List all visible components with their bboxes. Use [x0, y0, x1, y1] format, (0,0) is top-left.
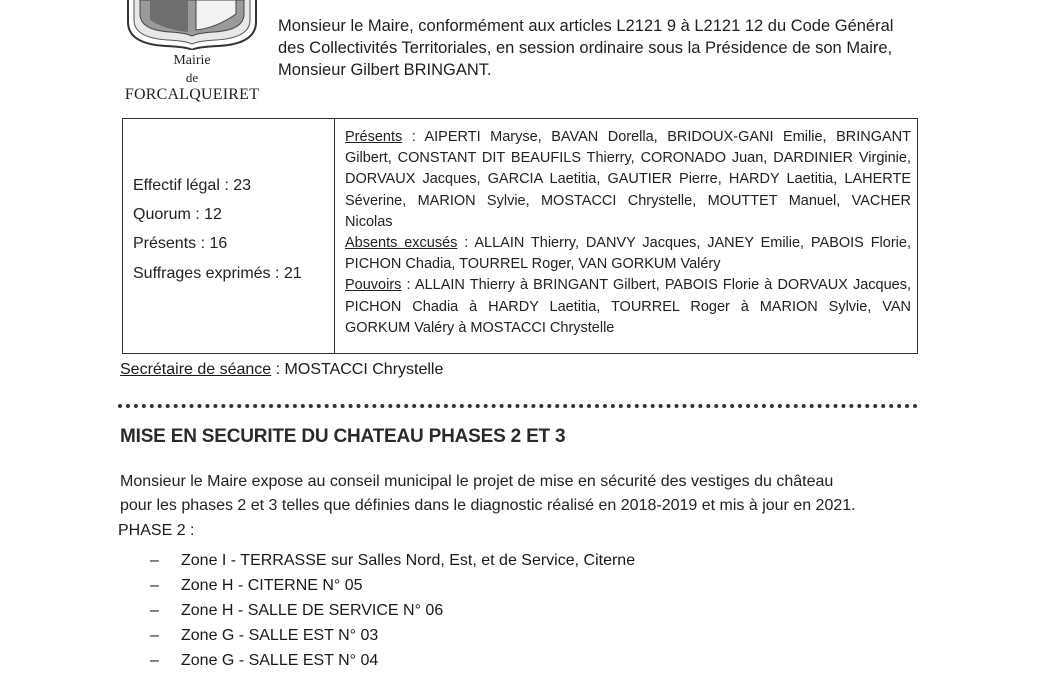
- section-paragraph: [120, 470, 920, 518]
- presents-list: : AIPERTI Maryse, BAVAN Dorella, BRIDOUX-GANI Emilie, BRINGANT Gilbert, CONSTANT DIT BEAUFILS Thierry, CORONADO Juan, DARDINIER Virginie, DORVAUX Jacques, GARCIA Laetitia, GAUTIER Pierre, HARDY Laetitia, LAHERTE Séverine, MARION Sylvie, MOSTACCI Chrystelle, MOUTTET Manuel, VACHER Nicolas: [345, 129, 911, 230]
- list-item: [150, 548, 710, 573]
- logo-line-town: FORCALQUEIRET: [124, 86, 260, 103]
- intro-line: Monsieur le Maire, conformément aux articles L2121 9 à L2121 12 du Code Général: [278, 17, 894, 35]
- list-item: [150, 598, 710, 623]
- secretaire-value: : MOSTACCI Chrystelle: [271, 361, 444, 378]
- logo-line-de: de: [185, 70, 199, 85]
- attendance-table: [122, 118, 918, 354]
- intro-line: Monsieur Gilbert BRINGANT.: [278, 61, 492, 79]
- zone-text: Zone H - CITERNE N° 05: [181, 577, 363, 594]
- list-item: [150, 573, 710, 598]
- presents-entry: [345, 127, 911, 233]
- paragraph-line: Monsieur le Maire expose au conseil municipal le projet de mise en sécurité des vestiges du château: [120, 473, 834, 490]
- secretaire-label: Secrétaire de séance: [120, 361, 272, 378]
- pouvoirs-list: : ALLAIN Thierry à BRINGANT Gilbert, PABOIS Florie à DORVAUX Jacques, PICHON Chadia à HARDY Laetitia, TOURREL Roger à MARION Sylvie, VAN GORKUM Valéry à MOSTACCI Chrystelle: [345, 277, 911, 336]
- mairie-logo: [124, 0, 260, 105]
- stat-effectif: Effectif légal : 23: [133, 177, 251, 194]
- stat-quorum: Quorum : 12: [133, 206, 222, 223]
- secretaire-line: [120, 361, 443, 379]
- list-item: [150, 648, 710, 673]
- pouvoirs-entry: [345, 275, 911, 339]
- stats-column: [123, 119, 335, 353]
- logo-line-mairie: Mairie: [173, 53, 211, 68]
- presents-label: Présents: [345, 129, 403, 145]
- stat-presents: Présents : 16: [133, 235, 228, 252]
- bullet-dash: –: [150, 652, 159, 669]
- bullet-dash: –: [150, 577, 159, 594]
- dotted-divider: [118, 404, 918, 408]
- absents-label: Absents excusés: [345, 235, 458, 252]
- town-crest-icon: [126, 0, 258, 50]
- list-item: [150, 623, 710, 648]
- pouvoirs-label: Pouvoirs: [345, 277, 402, 294]
- phase-label: PHASE 2 :: [118, 522, 195, 539]
- bullet-dash: –: [150, 552, 159, 569]
- zone-text: Zone H - SALLE DE SERVICE N° 06: [181, 602, 444, 619]
- bullet-dash: –: [150, 602, 159, 619]
- attendance-column: [345, 127, 911, 339]
- zone-text: Zone I - TERRASSE sur Salles Nord, Est, et de Service, Citerne: [181, 552, 636, 569]
- absents-entry: [345, 233, 911, 275]
- paragraph-line: pour les phases 2 et 3 telles que définies dans le diagnostic réalisé en 2018-2019 et mis à jour en 2021.: [120, 497, 856, 514]
- intro-line: des Collectivités Territoriales, en session ordinaire sous la Présidence de son Maire,: [278, 39, 893, 57]
- section-title: MISE EN SECURITE DU CHATEAU PHASES 2 ET 3: [120, 426, 566, 447]
- absents-list: : ALLAIN Thierry, DANVY Jacques, JANEY Emilie, PABOIS Florie, PICHON Chadia, TOURREL Roger, VAN GORKUM Valéry: [345, 235, 911, 273]
- bullet-dash: –: [150, 627, 159, 644]
- intro-paragraph: [278, 0, 938, 81]
- zone-text: Zone G - SALLE EST N° 03: [181, 627, 379, 644]
- zones-list: [150, 548, 710, 673]
- stat-suffrages: Suffrages exprimés : 21: [133, 265, 302, 282]
- zone-text: Zone G - SALLE EST N° 04: [181, 652, 379, 669]
